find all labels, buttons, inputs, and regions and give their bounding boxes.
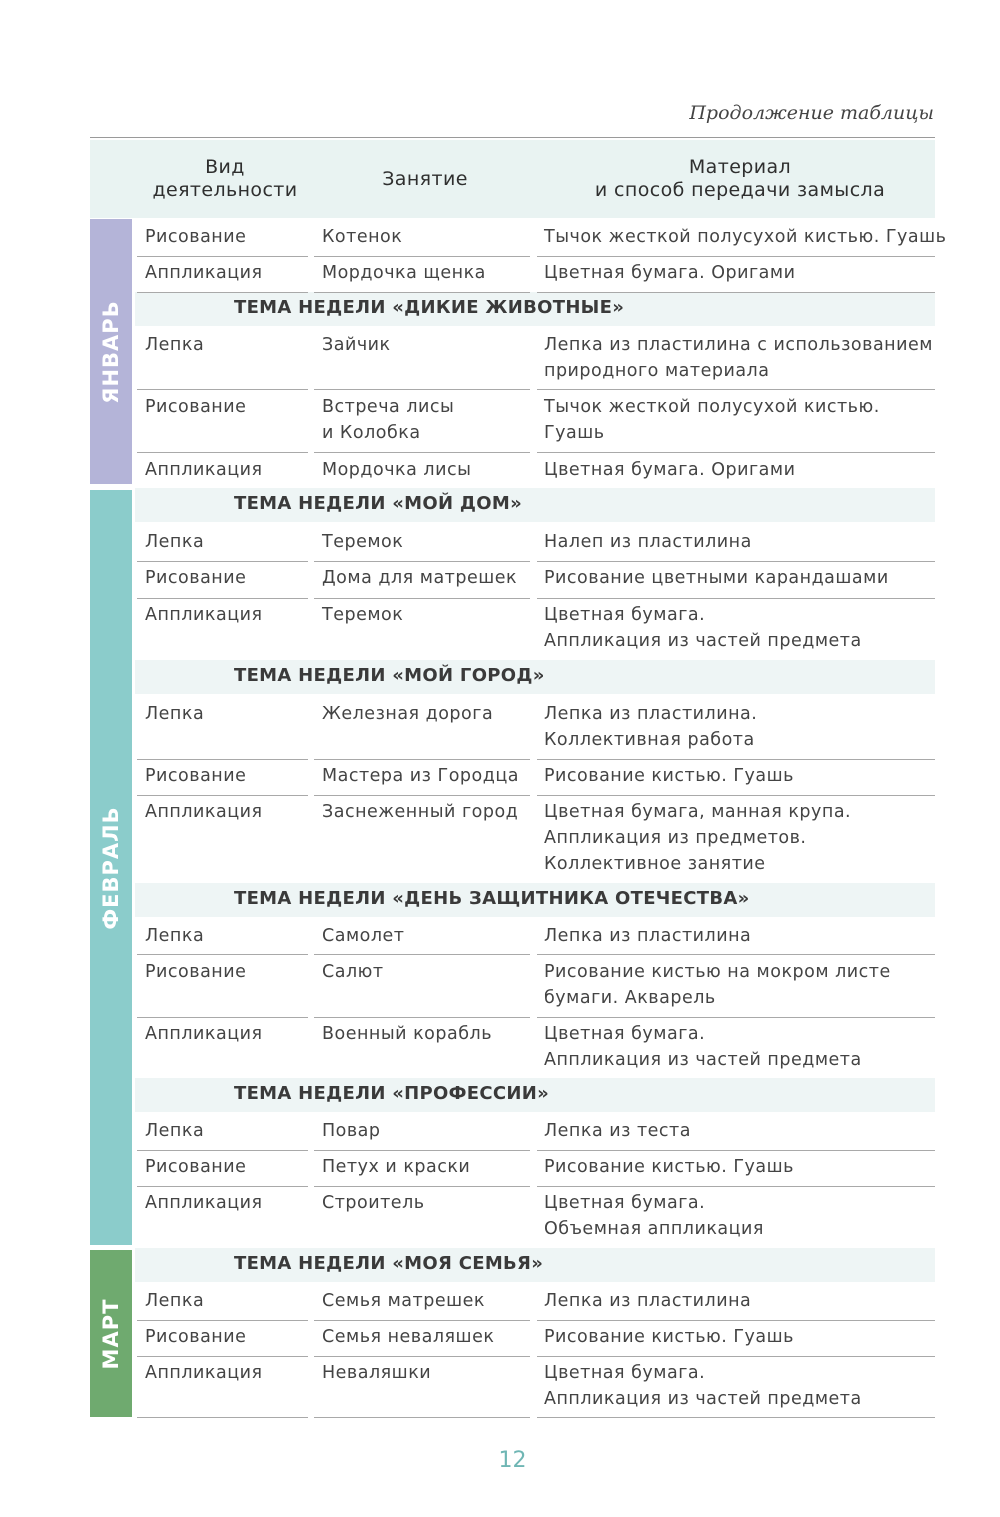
activity-cell: Рисование (145, 1327, 247, 1347)
week-theme-row (135, 660, 935, 694)
material-cell-line2: Гуашь (544, 423, 605, 443)
lesson-cell: Железная дорога (322, 704, 494, 724)
activity-cell: Лепка (145, 704, 205, 724)
row-divider (137, 1150, 308, 1151)
material-cell: Налеп из пластилина (544, 532, 752, 552)
row-divider (137, 598, 308, 599)
row-divider (314, 1356, 530, 1357)
row-divider (314, 1017, 530, 1018)
row-divider (537, 1417, 935, 1418)
material-cell-line2: природного материала (544, 361, 770, 381)
month-label-march: МАРТ (99, 1298, 123, 1369)
activity-cell: Аппликация (145, 263, 263, 283)
row-divider (537, 795, 935, 796)
week-theme-row (135, 883, 935, 917)
lesson-cell: Мордочка щенка (322, 263, 486, 283)
row-divider (314, 954, 530, 955)
row-divider (137, 256, 308, 257)
week-theme-title: ТЕМА НЕДЕЛИ «ДЕНЬ ЗАЩИТНИКА ОТЕЧЕСТВА» (234, 888, 750, 909)
page-number: 12 (498, 1448, 527, 1473)
material-cell: Цветная бумага. Оригами (544, 460, 796, 480)
lesson-cell: Петух и краски (322, 1157, 471, 1177)
material-cell-line2: Коллективная работа (544, 730, 755, 750)
row-divider (137, 452, 308, 453)
week-theme-title: ТЕМА НЕДЕЛИ «ПРОФЕССИИ» (234, 1083, 550, 1104)
row-divider (137, 795, 308, 796)
row-divider (137, 561, 308, 562)
week-theme-title: ТЕМА НЕДЕЛИ «МОЙ ГОРОД» (234, 665, 545, 686)
week-theme-title: ТЕМА НЕДЕЛИ «МОЙ ДОМ» (234, 493, 522, 514)
row-divider (537, 1320, 935, 1321)
top-rule (90, 137, 935, 138)
lesson-cell: Мастера из Городца (322, 766, 519, 786)
lesson-cell: Строитель (322, 1193, 425, 1213)
row-divider (537, 292, 935, 293)
activity-cell: Рисование (145, 227, 247, 247)
material-cell: Рисование кистью. Гуашь (544, 1157, 794, 1177)
lesson-cell: Самолет (322, 926, 405, 946)
activity-cell: Лепка (145, 1121, 205, 1141)
week-theme-row (135, 488, 935, 522)
material-cell: Цветная бумага. (544, 1363, 706, 1383)
activity-cell: Лепка (145, 1291, 205, 1311)
lesson-cell: Заснеженный город (322, 802, 519, 822)
row-divider (537, 1017, 935, 1018)
material-cell: Цветная бумага. (544, 1024, 706, 1044)
material-cell-line2: Аппликация из частей предмета (544, 631, 862, 651)
material-cell-line2: Аппликация из предметов. (544, 828, 807, 848)
month-label-february: ФЕВРАЛЬ (99, 805, 123, 930)
week-theme-row (135, 1078, 935, 1112)
activity-cell: Рисование (145, 962, 247, 982)
material-cell: Лепка из пластилина. (544, 704, 758, 724)
row-divider (537, 954, 935, 955)
activity-cell: Аппликация (145, 1363, 263, 1383)
material-cell: Цветная бумага, манная крупа. (544, 802, 852, 822)
row-divider (314, 1417, 530, 1418)
row-divider (314, 389, 530, 390)
row-divider (537, 389, 935, 390)
row-divider (537, 256, 935, 257)
table-caption: Продолжение таблицы (689, 102, 934, 124)
activity-cell: Рисование (145, 766, 247, 786)
month-label-january: ЯНВАРЬ (99, 299, 123, 404)
week-theme-title: ТЕМА НЕДЕЛИ «МОЯ СЕМЬЯ» (234, 1253, 544, 1274)
material-cell: Тычок жесткой полусухой кистью. Гуашь (544, 227, 947, 247)
row-divider (137, 954, 308, 955)
activity-cell: Аппликация (145, 802, 263, 822)
lesson-cell-line2: и Колобка (322, 423, 421, 443)
activity-cell: Лепка (145, 926, 205, 946)
material-cell-line2: Объемная аппликация (544, 1219, 764, 1239)
row-divider (537, 561, 935, 562)
material-cell: Рисование кистью. Гуашь (544, 1327, 794, 1347)
material-cell: Рисование кистью. Гуашь (544, 766, 794, 786)
row-divider (137, 759, 308, 760)
row-divider (137, 389, 308, 390)
month-band-january (90, 219, 132, 484)
row-divider (537, 598, 935, 599)
lesson-cell: Мордочка лисы (322, 460, 472, 480)
row-divider (537, 452, 935, 453)
material-cell-line3: Коллективное занятие (544, 854, 766, 874)
row-divider (137, 1320, 308, 1321)
row-divider (314, 452, 530, 453)
lesson-cell: Встреча лисы (322, 397, 455, 417)
row-divider (314, 256, 530, 257)
week-theme-row (135, 292, 935, 326)
activity-cell: Рисование (145, 568, 247, 588)
material-cell-line2: бумаги. Акварель (544, 988, 716, 1008)
activity-cell: Лепка (145, 532, 205, 552)
activity-cell: Аппликация (145, 1193, 263, 1213)
activity-cell: Рисование (145, 397, 247, 417)
activity-cell: Рисование (145, 1157, 247, 1177)
header-material: Материал и способ передачи замысла (594, 156, 886, 201)
row-divider (314, 795, 530, 796)
lesson-cell: Военный корабль (322, 1024, 493, 1044)
material-cell: Лепка из пластилина с использованием (544, 335, 933, 355)
week-theme-title: ТЕМА НЕДЕЛИ «ДИКИЕ ЖИВОТНЫЕ» (234, 297, 625, 318)
row-divider (537, 759, 935, 760)
row-divider (314, 1150, 530, 1151)
material-cell: Цветная бумага. Оригами (544, 263, 796, 283)
activity-cell: Аппликация (145, 1024, 263, 1044)
lesson-cell: Повар (322, 1121, 381, 1141)
material-cell: Рисование цветными карандашами (544, 568, 889, 588)
row-divider (537, 1356, 935, 1357)
lesson-cell: Зайчик (322, 335, 391, 355)
material-cell-line2: Аппликация из частей предмета (544, 1389, 862, 1409)
material-cell: Тычок жесткой полусухой кистью. (544, 397, 880, 417)
row-divider (137, 1017, 308, 1018)
row-divider (314, 759, 530, 760)
row-divider (537, 1150, 935, 1151)
month-band-february (90, 490, 132, 1245)
row-divider (137, 1417, 308, 1418)
material-cell: Рисование кистью на мокром листе (544, 962, 891, 982)
lesson-cell: Дома для матрешек (322, 568, 518, 588)
row-divider (137, 292, 308, 293)
lesson-cell: Теремок (322, 532, 404, 552)
lesson-cell: Теремок (322, 605, 404, 625)
material-cell-line2: Аппликация из частей предмета (544, 1050, 862, 1070)
week-theme-row (135, 1248, 935, 1282)
header-activity: Вид деятельности (152, 156, 298, 201)
material-cell: Цветная бумага. (544, 1193, 706, 1213)
row-divider (314, 598, 530, 599)
row-divider (537, 1186, 935, 1187)
row-divider (314, 1186, 530, 1187)
activity-cell: Аппликация (145, 605, 263, 625)
lesson-cell: Семья неваляшек (322, 1327, 495, 1347)
material-cell: Лепка из пластилина (544, 1291, 752, 1311)
material-cell: Цветная бумага. (544, 605, 706, 625)
table-header (90, 140, 935, 218)
row-divider (137, 1356, 308, 1357)
activity-cell: Лепка (145, 335, 205, 355)
lesson-cell: Салют (322, 962, 384, 982)
header-lesson: Занятие (382, 168, 468, 190)
lesson-cell: Семья матрешек (322, 1291, 485, 1311)
month-band-march (90, 1250, 132, 1417)
row-divider (314, 292, 530, 293)
material-cell: Лепка из пластилина (544, 926, 752, 946)
material-cell: Лепка из теста (544, 1121, 691, 1141)
activity-cell: Аппликация (145, 460, 263, 480)
row-divider (314, 1320, 530, 1321)
row-divider (314, 561, 530, 562)
row-divider (137, 1186, 308, 1187)
lesson-cell: Котенок (322, 227, 403, 247)
lesson-cell: Неваляшки (322, 1363, 432, 1383)
